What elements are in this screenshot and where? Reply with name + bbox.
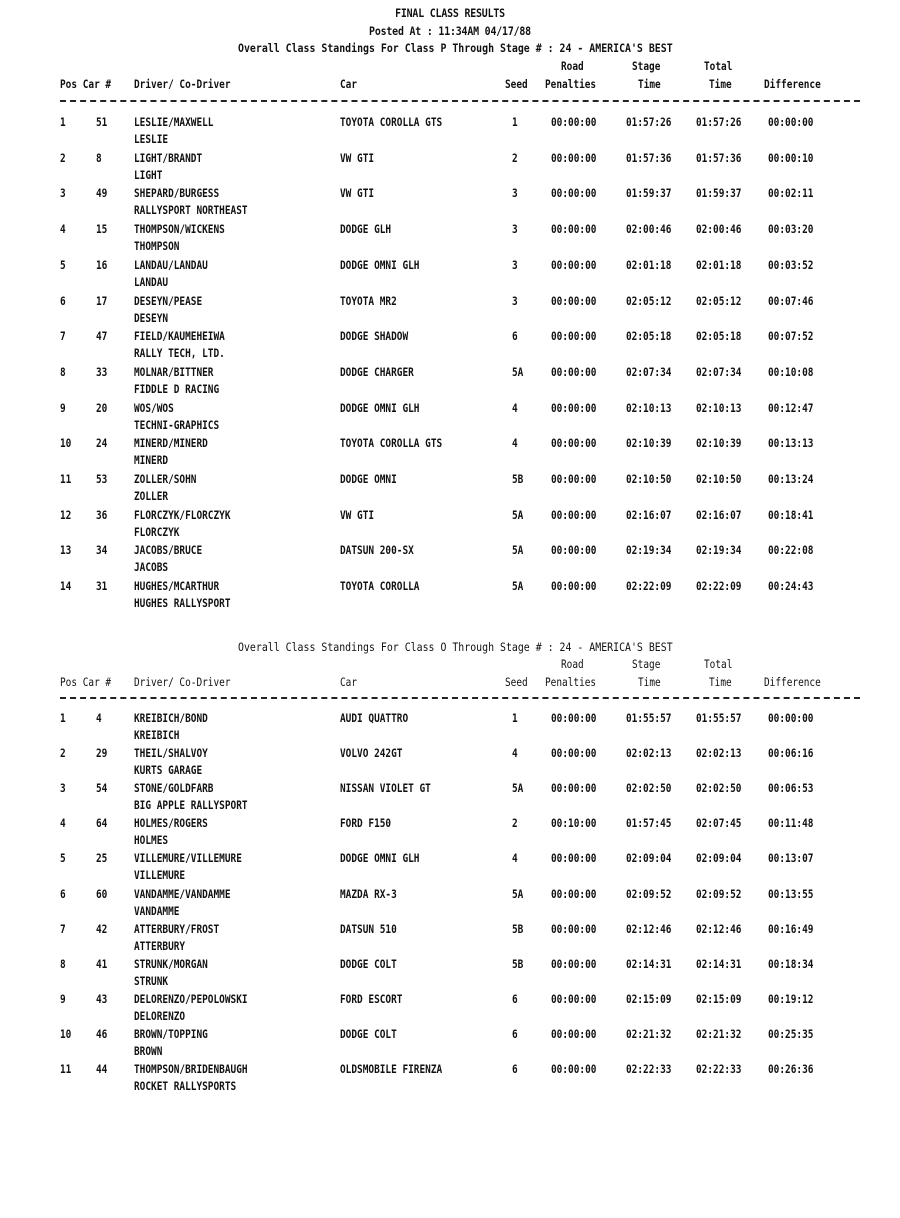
row-stage-time: 01:57:45: [626, 816, 672, 831]
row-seed: 5B: [512, 956, 524, 971]
row-total-time: 02:02:13: [696, 746, 742, 761]
row-car-model: FORD ESCORT: [340, 991, 403, 1006]
row-total-time: 02:07:34: [696, 364, 742, 379]
row-codriver: ZOLLER: [134, 489, 169, 503]
row-road-penalties: 00:00:00: [551, 293, 597, 308]
row-total-time: 02:14:31: [696, 956, 742, 971]
row-seed: 6: [512, 1026, 518, 1041]
row-difference: 00:07:52: [768, 329, 814, 344]
row-stage-time: 01:57:26: [626, 115, 672, 129]
row-difference: 00:13:07: [768, 851, 814, 866]
row-seed: 5B: [512, 472, 524, 486]
col-header-total-top: Total: [704, 59, 733, 73]
row-position: 4: [60, 222, 66, 237]
col-header-total-bottom: Time: [709, 675, 732, 689]
section-title: Overall Class Standings For Class O Through Stage # : 24 - AMERICA'S BEST: [238, 640, 673, 654]
row-car-model: DODGE CHARGER: [340, 364, 414, 379]
col-header-car: Car: [340, 77, 358, 91]
row-stage-time: 01:59:37: [626, 186, 672, 201]
row-driver: STRUNK/MORGAN: [134, 956, 208, 971]
row-position: 11: [60, 1062, 72, 1076]
row-driver: MOLNAR/BITTNER: [134, 364, 214, 379]
row-position: 2: [60, 746, 66, 761]
row-total-time: 02:10:50: [696, 472, 742, 486]
row-codriver: LESLIE: [134, 132, 169, 146]
row-seed: 2: [512, 816, 518, 831]
row-codriver: HOLMES: [134, 833, 169, 848]
row-seed: 5A: [512, 507, 524, 522]
row-car-number: 44: [96, 1062, 108, 1076]
row-car-number: 34: [96, 543, 108, 558]
row-car-model: DODGE OMNI GLH: [340, 257, 420, 272]
posted-timestamp: Posted At : 11:34AM 04/17/88: [369, 24, 531, 38]
row-car-model: TOYOTA COROLLA GTS: [340, 436, 443, 451]
row-road-penalties: 00:00:00: [551, 472, 597, 486]
row-stage-time: 02:05:12: [626, 293, 672, 308]
row-codriver: RALLYSPORT NORTHEAST: [134, 203, 248, 218]
row-stage-time: 02:10:13: [626, 400, 672, 415]
row-seed: 6: [512, 991, 518, 1006]
row-stage-time: 02:01:18: [626, 257, 672, 272]
row-seed: 1: [512, 711, 518, 725]
row-total-time: 01:57:26: [696, 115, 742, 129]
row-road-penalties: 00:00:00: [551, 579, 597, 594]
row-seed: 2: [512, 150, 518, 165]
row-car-number: 53: [96, 472, 108, 486]
document-title: FINAL CLASS RESULTS: [395, 6, 505, 20]
row-difference: 00:12:47: [768, 400, 814, 415]
row-driver: DESEYN/PEASE: [134, 293, 203, 308]
row-difference: 00:19:12: [768, 991, 814, 1006]
row-driver: THOMPSON/BRIDENBAUGH: [134, 1062, 248, 1076]
row-difference: 00:13:55: [768, 886, 814, 901]
row-car-model: DODGE COLT: [340, 1026, 397, 1041]
row-total-time: 02:02:50: [696, 781, 742, 796]
row-difference: 00:22:08: [768, 543, 814, 558]
row-difference: 00:00:00: [768, 711, 814, 725]
col-header-pos-car: Pos Car #: [60, 77, 112, 91]
row-position: 10: [60, 1026, 72, 1041]
row-road-penalties: 00:10:00: [551, 816, 597, 831]
row-road-penalties: 00:00:00: [551, 257, 597, 272]
col-header-road-top: Road: [561, 657, 584, 671]
row-codriver: VANDAMME: [134, 903, 180, 918]
row-difference: 00:13:13: [768, 436, 814, 451]
row-position: 5: [60, 257, 66, 272]
row-stage-time: 02:10:50: [626, 472, 672, 486]
row-car-model: MAZDA RX-3: [340, 886, 397, 901]
col-header-car: Car: [340, 675, 358, 689]
row-car-number: 54: [96, 781, 108, 796]
row-total-time: 02:21:32: [696, 1026, 742, 1041]
row-difference: 00:13:24: [768, 472, 814, 486]
row-road-penalties: 00:00:00: [551, 222, 597, 237]
row-codriver: TECHNI-GRAPHICS: [134, 417, 220, 432]
row-difference: 00:00:00: [768, 115, 814, 129]
row-total-time: 02:01:18: [696, 257, 742, 272]
row-car-model: NISSAN VIOLET GT: [340, 781, 431, 796]
row-stage-time: 02:00:46: [626, 222, 672, 237]
col-header-total-bottom: Time: [709, 77, 732, 91]
row-seed: 5A: [512, 364, 524, 379]
row-car-number: 46: [96, 1026, 108, 1041]
row-car-number: 49: [96, 186, 108, 201]
row-road-penalties: 00:00:00: [551, 115, 597, 129]
row-difference: 00:07:46: [768, 293, 814, 308]
row-seed: 4: [512, 400, 518, 415]
row-stage-time: 02:05:18: [626, 329, 672, 344]
row-car-number: 15: [96, 222, 108, 237]
col-header-road-top: Road: [561, 59, 584, 73]
row-position: 10: [60, 436, 72, 451]
row-car-number: 51: [96, 115, 108, 129]
row-seed: 4: [512, 746, 518, 761]
row-driver: BROWN/TOPPING: [134, 1026, 208, 1041]
row-car-model: AUDI QUATTRO: [340, 711, 409, 725]
row-car-model: VW GTI: [340, 186, 375, 201]
row-seed: 5B: [512, 921, 524, 936]
row-driver: STONE/GOLDFARB: [134, 781, 214, 796]
row-codriver: FLORCZYK: [134, 524, 180, 539]
row-road-penalties: 00:00:00: [551, 921, 597, 936]
row-car-model: DODGE OMNI GLH: [340, 400, 420, 415]
row-car-number: 41: [96, 956, 108, 971]
row-difference: 00:06:16: [768, 746, 814, 761]
row-codriver: FIDDLE D RACING: [134, 381, 220, 396]
col-header-seed: Seed: [505, 77, 528, 91]
row-driver: THOMPSON/WICKENS: [134, 222, 225, 237]
row-stage-time: 02:22:09: [626, 579, 672, 594]
row-position: 1: [60, 711, 66, 725]
row-driver: JACOBS/BRUCE: [134, 543, 203, 558]
row-codriver: VILLEMURE: [134, 868, 186, 883]
row-difference: 00:24:43: [768, 579, 814, 594]
row-road-penalties: 00:00:00: [551, 543, 597, 558]
row-road-penalties: 00:00:00: [551, 150, 597, 165]
row-position: 2: [60, 150, 66, 165]
row-stage-time: 02:16:07: [626, 507, 672, 522]
row-difference: 00:03:20: [768, 222, 814, 237]
row-total-time: 02:10:13: [696, 400, 742, 415]
row-car-model: OLDSMOBILE FIRENZA: [340, 1062, 443, 1076]
col-header-stage-bottom: Time: [638, 675, 661, 689]
row-seed: 5A: [512, 579, 524, 594]
row-difference: 00:11:48: [768, 816, 814, 831]
row-stage-time: 02:21:32: [626, 1026, 672, 1041]
row-total-time: 02:12:46: [696, 921, 742, 936]
row-car-number: 24: [96, 436, 108, 451]
row-car-number: 20: [96, 400, 108, 415]
row-seed: 3: [512, 186, 518, 201]
row-codriver: LIGHT: [134, 167, 163, 182]
row-seed: 5A: [512, 781, 524, 796]
row-driver: LESLIE/MAXWELL: [134, 115, 214, 129]
row-position: 9: [60, 400, 66, 415]
row-stage-time: 02:02:13: [626, 746, 672, 761]
row-stage-time: 01:55:57: [626, 711, 672, 725]
col-header-difference: Difference: [764, 675, 821, 689]
row-driver: VILLEMURE/VILLEMURE: [134, 851, 242, 866]
row-seed: 3: [512, 222, 518, 237]
row-car-number: 43: [96, 991, 108, 1006]
row-codriver: MINERD: [134, 453, 169, 468]
row-position: 6: [60, 293, 66, 308]
row-stage-time: 02:15:09: [626, 991, 672, 1006]
row-car-model: TOYOTA COROLLA: [340, 579, 420, 594]
row-road-penalties: 00:00:00: [551, 1026, 597, 1041]
row-position: 3: [60, 186, 66, 201]
row-total-time: 02:22:09: [696, 579, 742, 594]
row-difference: 00:16:49: [768, 921, 814, 936]
row-driver: ZOLLER/SOHN: [134, 472, 197, 486]
row-stage-time: 02:09:04: [626, 851, 672, 866]
row-seed: 5A: [512, 886, 524, 901]
row-stage-time: 02:07:34: [626, 364, 672, 379]
row-difference: 00:02:11: [768, 186, 814, 201]
row-position: 3: [60, 781, 66, 796]
row-car-number: 42: [96, 921, 108, 936]
row-car-model: DODGE SHADOW: [340, 329, 409, 344]
row-driver: LANDAU/LANDAU: [134, 257, 208, 272]
row-position: 9: [60, 991, 66, 1006]
row-codriver: JACOBS: [134, 560, 169, 575]
row-road-penalties: 00:00:00: [551, 436, 597, 451]
row-position: 7: [60, 329, 66, 344]
col-header-difference: Difference: [764, 77, 821, 91]
row-position: 1: [60, 115, 66, 129]
row-codriver: ROCKET RALLYSPORTS: [134, 1079, 237, 1093]
row-car-model: DODGE GLH: [340, 222, 392, 237]
row-road-penalties: 00:00:00: [551, 851, 597, 866]
row-driver: DELORENZO/PEPOLOWSKI: [134, 991, 248, 1006]
row-road-penalties: 00:00:00: [551, 991, 597, 1006]
row-car-number: 4: [96, 711, 102, 725]
row-driver: FIELD/KAUMEHEIWA: [134, 329, 225, 344]
row-position: 12: [60, 507, 72, 522]
row-seed: 5A: [512, 543, 524, 558]
col-header-stage-bottom: Time: [638, 77, 661, 91]
row-driver: WOS/WOS: [134, 400, 174, 415]
col-header-driver: Driver/ Co-Driver: [134, 77, 231, 91]
col-header-stage-top: Stage: [632, 59, 661, 73]
row-position: 6: [60, 886, 66, 901]
row-stage-time: 02:12:46: [626, 921, 672, 936]
row-car-number: 29: [96, 746, 108, 761]
col-header-driver: Driver/ Co-Driver: [134, 675, 231, 689]
row-codriver: RALLY TECH, LTD.: [134, 346, 225, 361]
row-car-model: DODGE COLT: [340, 956, 397, 971]
row-car-model: TOYOTA MR2: [340, 293, 397, 308]
row-road-penalties: 00:00:00: [551, 746, 597, 761]
row-position: 13: [60, 543, 72, 558]
row-total-time: 02:15:09: [696, 991, 742, 1006]
row-driver: MINERD/MINERD: [134, 436, 208, 451]
row-total-time: 01:59:37: [696, 186, 742, 201]
row-road-penalties: 00:00:00: [551, 1062, 597, 1076]
col-header-road-bottom: Penalties: [545, 77, 597, 91]
row-car-model: VW GTI: [340, 507, 375, 522]
row-stage-time: 01:57:36: [626, 150, 672, 165]
row-total-time: 02:16:07: [696, 507, 742, 522]
row-driver: HOLMES/ROGERS: [134, 816, 208, 831]
col-header-total-top: Total: [704, 657, 733, 671]
col-header-seed: Seed: [505, 675, 528, 689]
row-total-time: 02:05:12: [696, 293, 742, 308]
row-total-time: 02:09:04: [696, 851, 742, 866]
header-divider: [60, 100, 860, 102]
row-road-penalties: 00:00:00: [551, 956, 597, 971]
row-car-model: VOLVO 242GT: [340, 746, 403, 761]
row-driver: SHEPARD/BURGESS: [134, 186, 220, 201]
row-position: 4: [60, 816, 66, 831]
row-difference: 00:03:52: [768, 257, 814, 272]
row-car-model: DODGE OMNI: [340, 472, 397, 486]
row-seed: 1: [512, 115, 518, 129]
row-total-time: 01:57:36: [696, 150, 742, 165]
row-seed: 6: [512, 329, 518, 344]
col-header-stage-top: Stage: [632, 657, 661, 671]
row-road-penalties: 00:00:00: [551, 781, 597, 796]
row-seed: 6: [512, 1062, 518, 1076]
row-seed: 4: [512, 851, 518, 866]
row-codriver: LANDAU: [134, 274, 169, 289]
row-road-penalties: 00:00:00: [551, 400, 597, 415]
row-codriver: THOMPSON: [134, 239, 180, 254]
row-stage-time: 02:22:33: [626, 1062, 672, 1076]
row-position: 7: [60, 921, 66, 936]
row-position: 11: [60, 472, 72, 486]
row-road-penalties: 00:00:00: [551, 364, 597, 379]
row-car-model: DODGE OMNI GLH: [340, 851, 420, 866]
row-stage-time: 02:14:31: [626, 956, 672, 971]
row-position: 5: [60, 851, 66, 866]
row-driver: ATTERBURY/FROST: [134, 921, 220, 936]
row-seed: 4: [512, 436, 518, 451]
row-car-model: TOYOTA COROLLA GTS: [340, 115, 443, 129]
row-difference: 00:06:53: [768, 781, 814, 796]
row-total-time: 02:07:45: [696, 816, 742, 831]
row-car-number: 8: [96, 150, 102, 165]
row-codriver: STRUNK: [134, 973, 169, 988]
row-car-number: 33: [96, 364, 108, 379]
row-total-time: 02:10:39: [696, 436, 742, 451]
row-difference: 00:18:41: [768, 507, 814, 522]
row-stage-time: 02:10:39: [626, 436, 672, 451]
row-stage-time: 02:19:34: [626, 543, 672, 558]
row-codriver: DESEYN: [134, 310, 169, 325]
row-stage-time: 02:02:50: [626, 781, 672, 796]
row-total-time: 02:00:46: [696, 222, 742, 237]
row-codriver: KREIBICH: [134, 728, 180, 742]
row-car-model: DATSUN 200-SX: [340, 543, 414, 558]
row-position: 14: [60, 579, 72, 594]
row-codriver: HUGHES RALLYSPORT: [134, 596, 231, 611]
row-difference: 00:18:34: [768, 956, 814, 971]
row-car-number: 60: [96, 886, 108, 901]
row-position: 8: [60, 956, 66, 971]
row-car-number: 25: [96, 851, 108, 866]
row-total-time: 02:22:33: [696, 1062, 742, 1076]
row-car-number: 36: [96, 507, 108, 522]
row-total-time: 02:09:52: [696, 886, 742, 901]
row-car-number: 16: [96, 257, 108, 272]
row-total-time: 02:05:18: [696, 329, 742, 344]
row-road-penalties: 00:00:00: [551, 186, 597, 201]
row-driver: FLORCZYK/FLORCZYK: [134, 507, 231, 522]
row-car-number: 47: [96, 329, 108, 344]
row-driver: THEIL/SHALVOY: [134, 746, 208, 761]
header-divider: [60, 697, 860, 699]
row-codriver: BIG APPLE RALLYSPORT: [134, 798, 248, 813]
section-title: Overall Class Standings For Class P Through Stage # : 24 - AMERICA'S BEST: [238, 41, 673, 55]
row-seed: 3: [512, 293, 518, 308]
row-driver: VANDAMME/VANDAMME: [134, 886, 231, 901]
row-road-penalties: 00:00:00: [551, 886, 597, 901]
row-codriver: DELORENZO: [134, 1008, 186, 1023]
row-car-model: FORD F150: [340, 816, 392, 831]
row-total-time: 01:55:57: [696, 711, 742, 725]
row-driver: KREIBICH/BOND: [134, 711, 208, 725]
row-total-time: 02:19:34: [696, 543, 742, 558]
row-car-model: VW GTI: [340, 150, 375, 165]
row-car-number: 31: [96, 579, 108, 594]
row-driver: HUGHES/MCARTHUR: [134, 579, 220, 594]
row-car-model: DATSUN 510: [340, 921, 397, 936]
row-difference: 00:26:36: [768, 1062, 814, 1076]
row-difference: 00:00:10: [768, 150, 814, 165]
row-difference: 00:10:08: [768, 364, 814, 379]
col-header-road-bottom: Penalties: [545, 675, 597, 689]
row-car-number: 17: [96, 293, 108, 308]
row-codriver: KURTS GARAGE: [134, 763, 203, 778]
row-road-penalties: 00:00:00: [551, 507, 597, 522]
row-car-number: 64: [96, 816, 108, 831]
row-road-penalties: 00:00:00: [551, 711, 597, 725]
row-road-penalties: 00:00:00: [551, 329, 597, 344]
row-difference: 00:25:35: [768, 1026, 814, 1041]
row-position: 8: [60, 364, 66, 379]
row-codriver: ATTERBURY: [134, 938, 186, 953]
row-driver: LIGHT/BRANDT: [134, 150, 203, 165]
row-seed: 3: [512, 257, 518, 272]
row-codriver: BROWN: [134, 1043, 163, 1058]
col-header-pos-car: Pos Car #: [60, 675, 112, 689]
row-stage-time: 02:09:52: [626, 886, 672, 901]
